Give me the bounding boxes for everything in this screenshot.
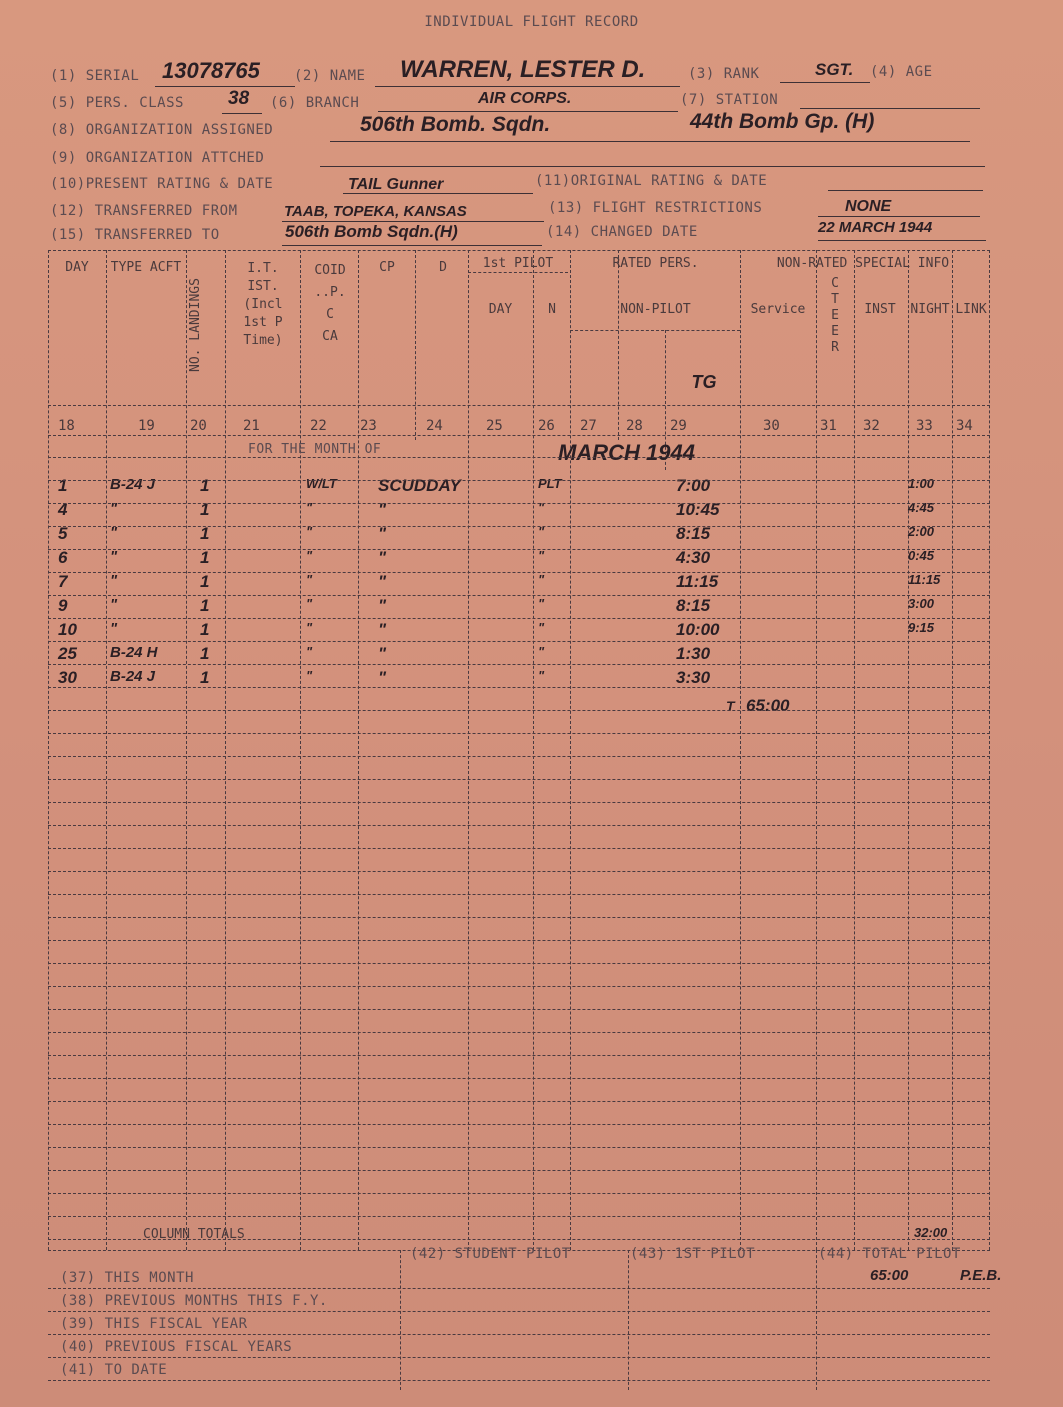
cell-landings: 1 — [200, 572, 210, 591]
cell-landings: 1 — [200, 620, 210, 639]
cell-day: 6 — [58, 548, 68, 567]
rank-value: SGT. — [815, 60, 854, 79]
cell-coid: " — [306, 524, 313, 539]
cell-tg-hours: 3:30 — [676, 668, 711, 687]
month-row — [248, 442, 381, 457]
col-coid: COID ..P. C CA — [314, 263, 346, 344]
cell-landings: 1 — [200, 644, 210, 663]
branch-value: AIR CORPS. — [478, 90, 572, 107]
cell-coid: " — [306, 572, 313, 587]
column-number: 32 — [863, 418, 880, 434]
column-number: 25 — [486, 418, 503, 434]
column-number: 34 — [956, 418, 973, 434]
flight-log-grid — [48, 250, 990, 1250]
present-rating-label: (10)PRESENT RATING & DATE — [50, 176, 274, 192]
column-number: 21 — [243, 418, 260, 434]
cell-night-hours: 1:00 — [908, 476, 935, 491]
initials: P.E.B. — [960, 1267, 1002, 1284]
cell-tg-hours: 10:45 — [676, 500, 720, 519]
column-totals-label: COLUMN TOTALS — [143, 1227, 245, 1242]
total-pilot-label: (44) TOTAL PILOT — [818, 1246, 961, 1262]
transferred-to-label: (15) TRANSFERRED TO — [50, 227, 220, 243]
column-number: 20 — [190, 418, 207, 434]
org-assigned-squadron: 506th Bomb. Sqdn. — [360, 113, 551, 136]
cell-cp: " — [378, 668, 387, 687]
cell-night-hours: 0:45 — [908, 548, 935, 563]
name-label: (2) NAME — [294, 68, 366, 84]
cell-position: " — [538, 644, 545, 659]
cell-day: 30 — [58, 668, 77, 687]
month-prefix: FOR THE MONTH OF — [248, 442, 382, 457]
summary-row-label: (41) TO DATE — [60, 1362, 168, 1378]
transferred-from-value: TAAB, TOPEKA, KANSAS — [284, 203, 467, 220]
column-number: 33 — [916, 418, 933, 434]
col-link: LINK — [955, 302, 987, 317]
name-value: WARREN, LESTER D. — [400, 56, 646, 83]
transferred-to-value: 506th Bomb Sqdn.(H) — [285, 222, 458, 241]
cell-night-hours: 2:00 — [908, 524, 935, 539]
serial-row — [50, 68, 139, 84]
table-row — [48, 644, 990, 666]
col-ctr: C T E E R — [831, 276, 839, 355]
summary-row-label: (37) THIS MONTH — [60, 1270, 194, 1286]
cell-coid: " — [306, 596, 313, 611]
cell-day: 1 — [58, 476, 68, 495]
org-attached-label: (9) ORGANIZATION ATTCHED — [50, 150, 265, 166]
table-row — [48, 572, 990, 594]
cell-night-hours: 11:15 — [908, 572, 941, 587]
org-assigned-group: 44th Bomb Gp. (H) — [690, 110, 875, 133]
cell-day: 5 — [58, 524, 68, 543]
cell-coid: " — [306, 644, 313, 659]
cell-day: 9 — [58, 596, 68, 615]
serial-value: 13078765 — [162, 58, 260, 83]
table-row — [48, 596, 990, 618]
summary-block — [48, 1246, 1002, 1390]
cell-position: " — [538, 524, 545, 539]
column-number: 23 — [360, 418, 377, 434]
flight-restrictions-value: NONE — [845, 198, 892, 215]
column-number: 24 — [426, 418, 443, 434]
changed-date-label: (14) CHANGED DATE — [546, 224, 698, 240]
cell-cp: " — [378, 500, 387, 519]
cell-type-acft: B-24 J — [110, 476, 156, 493]
cell-tg-hours: 7:00 — [676, 476, 711, 495]
cell-landings: 1 — [200, 500, 210, 519]
month-value: MARCH 1944 — [558, 440, 695, 465]
col-rated-pers: RATED PERS. — [612, 256, 699, 271]
cell-cp: " — [378, 596, 387, 615]
cell-type-acft: B-24 H — [110, 644, 158, 661]
cell-night-hours: 3:00 — [908, 596, 935, 611]
column-number: 22 — [310, 418, 327, 434]
col-day-sub: DAY — [488, 302, 513, 317]
column-number: 29 — [670, 418, 687, 434]
cell-position: " — [538, 620, 545, 635]
col-cp: CP — [379, 260, 395, 275]
cell-tg-hours: 8:15 — [676, 596, 711, 615]
col-no-landings: NO. LANDINGS — [188, 278, 203, 372]
serial-label: (1) SERIAL — [50, 68, 140, 84]
cell-cp: " — [378, 524, 387, 543]
cell-type-acft: " — [110, 548, 118, 565]
column-number: 18 — [58, 418, 75, 434]
column-number: 30 — [763, 418, 780, 434]
col-day: DAY — [65, 260, 89, 275]
age-label: (4) AGE — [870, 64, 933, 80]
pers-class-value: 38 — [228, 88, 250, 109]
summary-row-label: (38) PREVIOUS MONTHS THIS F.Y. — [60, 1293, 328, 1309]
cell-night-hours: 4:45 — [908, 500, 935, 515]
cell-cp: " — [378, 644, 387, 663]
column-number: 26 — [538, 418, 555, 434]
col-tg: TG — [691, 372, 717, 392]
column-number: 31 — [820, 418, 837, 434]
col-d: D — [439, 260, 447, 275]
flight-restrictions-label: (13) FLIGHT RESTRICTIONS — [548, 200, 763, 216]
table-row — [48, 620, 990, 642]
summary-row-label: (40) PREVIOUS FISCAL YEARS — [60, 1339, 293, 1355]
cell-coid: " — [306, 668, 313, 683]
col-service: Service — [750, 302, 806, 317]
cell-tg-hours: 10:00 — [676, 620, 720, 639]
cell-day: 25 — [58, 644, 77, 663]
cell-type-acft: " — [110, 596, 118, 613]
cell-cp: SCUDDAY — [378, 476, 461, 495]
col-inst: INST — [864, 302, 896, 317]
column-totals-night: 32:00 — [914, 1225, 948, 1240]
col-1st-pilot: 1st PILOT — [482, 256, 554, 271]
cell-landings: 1 — [200, 524, 210, 543]
cell-tg-hours: 11:15 — [676, 572, 719, 591]
cell-landings: 1 — [200, 548, 210, 567]
col-type-acft: TYPE ACFT — [110, 260, 182, 275]
cell-day: 10 — [58, 620, 77, 639]
col-night: NIGHT — [910, 302, 950, 317]
cell-type-acft: " — [110, 572, 118, 589]
column-number: 19 — [138, 418, 155, 434]
changed-date-value: 22 MARCH 1944 — [818, 219, 933, 236]
cell-landings: 1 — [200, 596, 210, 615]
cell-cp: " — [378, 572, 387, 591]
total-pilot-this-month: 65:00 — [870, 1267, 909, 1284]
column-number: 27 — [580, 418, 597, 434]
total-hours: 65:00 — [746, 696, 790, 715]
cell-position: " — [538, 596, 545, 611]
column-number: 28 — [626, 418, 643, 434]
cell-coid: W/LT — [306, 476, 337, 491]
cell-coid: " — [306, 548, 313, 563]
cell-position: PLT — [538, 476, 562, 491]
cell-type-acft: " — [110, 524, 118, 541]
form-title: INDIVIDUAL FLIGHT RECORD — [424, 14, 639, 30]
cell-type-acft: " — [110, 620, 118, 637]
cell-day: 4 — [58, 500, 68, 519]
cell-cp: " — [378, 620, 387, 639]
total-marker: T — [726, 698, 735, 714]
table-row — [48, 548, 990, 570]
cell-night-hours: 9:15 — [908, 620, 935, 635]
col-ist: I.T. IST. (Incl 1st P Time) — [243, 261, 283, 348]
cell-cp: " — [378, 548, 387, 567]
cell-day: 7 — [58, 572, 68, 591]
org-assigned-label: (8) ORGANIZATION ASSIGNED — [50, 122, 274, 138]
pers-class-label: (5) PERS. CLASS — [50, 95, 184, 111]
col-non-pilot: NON-PILOT — [620, 302, 691, 317]
first-pilot-label: (43) 1ST PILOT — [630, 1246, 756, 1262]
station-label: (7) STATION — [680, 92, 779, 108]
cell-position: " — [538, 548, 545, 563]
col-non-rated-special: NON-RATED SPECIAL INFO — [776, 256, 950, 271]
cell-position: " — [538, 572, 545, 587]
student-pilot-label: (42) STUDENT PILOT — [410, 1246, 571, 1262]
branch-label: (6) BRANCH — [270, 95, 360, 111]
cell-landings: 1 — [200, 668, 210, 687]
cell-tg-hours: 1:30 — [676, 644, 711, 663]
table-row — [48, 524, 990, 546]
cell-tg-hours: 8:15 — [676, 524, 711, 543]
original-rating-label: (11)ORIGINAL RATING & DATE — [535, 173, 768, 189]
summary-row-label: (39) THIS FISCAL YEAR — [60, 1316, 248, 1332]
transferred-from-label: (12) TRANSFERRED FROM — [50, 203, 238, 219]
cell-landings: 1 — [200, 476, 210, 495]
cell-tg-hours: 4:30 — [676, 548, 711, 567]
cell-type-acft: B-24 J — [110, 668, 156, 685]
rank-label: (3) RANK — [688, 66, 760, 82]
present-rating-value: TAIL Gunner — [348, 176, 444, 193]
cell-position: " — [538, 500, 545, 515]
col-n-sub: N — [548, 302, 556, 317]
cell-type-acft: " — [110, 500, 118, 517]
cell-position: " — [538, 668, 545, 683]
cell-coid: " — [306, 500, 313, 515]
cell-coid: " — [306, 620, 313, 635]
